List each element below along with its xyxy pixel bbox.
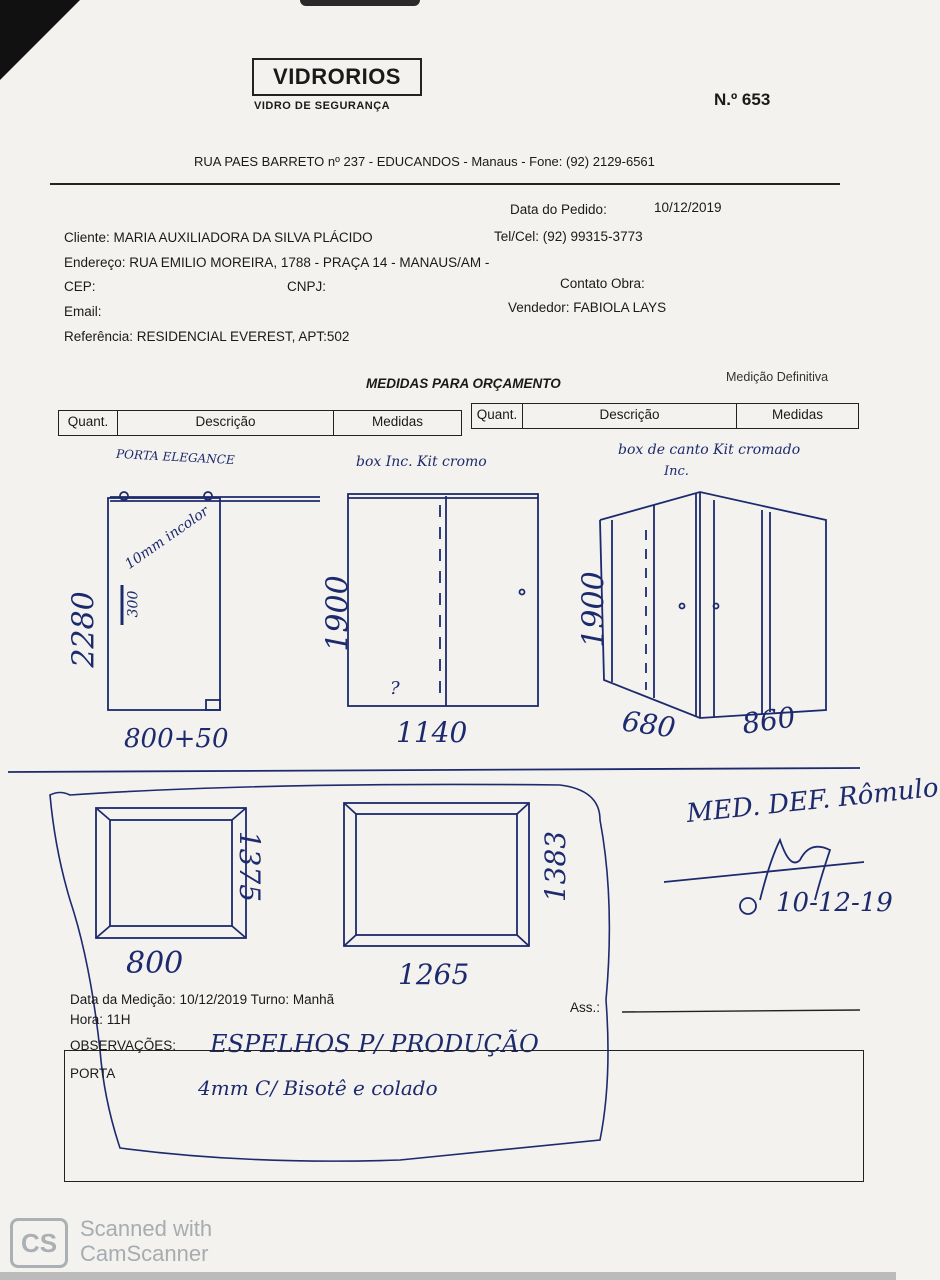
- company-address: RUA PAES BARRETO nº 237 - EDUCANDOS - Manaus - Fone: (92) 2129-6561: [194, 154, 655, 169]
- client-name: Cliente: MARIA AUXILIADORA DA SILVA PLÁCIDO: [64, 230, 373, 245]
- observations-box: [64, 1050, 864, 1182]
- sketch-mirror2-height: 1383: [539, 830, 573, 903]
- sketch-mirror1-height: 1375: [233, 830, 267, 903]
- sketch-mirror1-width: 800: [126, 946, 184, 981]
- section-title: MEDIDAS PARA ORÇAMENTO: [366, 376, 561, 391]
- sketch-corner-label: box de canto Kit cromado: [618, 442, 801, 458]
- seller-field: Vendedor: FABIOLA LAYS: [508, 300, 667, 315]
- observations-label: OBSERVAÇÕES:: [70, 1038, 177, 1053]
- col-measures: Medidas: [371, 414, 424, 429]
- measurement-note: MED. DEF. Rômulo: [685, 772, 940, 830]
- col-description: Descrição: [523, 404, 737, 428]
- signature-label: Ass.:: [570, 1000, 601, 1015]
- order-date: 10/12/2019: [654, 200, 722, 215]
- camscanner-logo: CS: [10, 1218, 68, 1268]
- sketch-corner-width-1: 680: [619, 704, 678, 745]
- reference-field: Referência: RESIDENCIAL EVEREST, APT:502: [64, 329, 350, 344]
- document-number: N.º 653: [714, 90, 771, 109]
- sketch-mirror2-width: 1265: [398, 958, 470, 991]
- brand-logo: VIDRORIOS: [252, 58, 422, 96]
- scanner-watermark-line1: Scanned with: [80, 1216, 213, 1241]
- observations-handwritten: ESPELHOS P/ PRODUÇÃO: [210, 1030, 539, 1058]
- sketch-door-label: PORTA ELEGANCE: [115, 446, 236, 468]
- client-phone: Tel/Cel: (92) 99315-3773: [494, 229, 643, 244]
- scan-bottom-edge: [0, 1272, 896, 1280]
- sketch-box-height: 1900: [320, 575, 356, 652]
- cep-field: CEP:: [64, 279, 96, 294]
- sketch-door-height: 2280: [66, 591, 102, 668]
- measurement-hour: Hora: 11H: [70, 1012, 131, 1027]
- scanner-watermark-line2: CamScanner: [80, 1241, 209, 1266]
- brand-tagline: VIDRO DE SEGURANÇA: [254, 100, 391, 112]
- sketch-box-width: 1140: [396, 716, 468, 749]
- measurement-date: 10-12-19: [776, 888, 893, 918]
- col-quant: Quant.: [59, 411, 118, 435]
- door-label: PORTA: [70, 1066, 116, 1081]
- site-contact-field: Contato Obra:: [560, 276, 645, 291]
- sketch-corner-label-2: Inc.: [664, 464, 689, 479]
- sketch-corner-height: 1900: [576, 571, 612, 648]
- sketch-corner-width-2: 860: [739, 700, 798, 741]
- cnpj-field: CNPJ:: [287, 279, 327, 294]
- sketch-door-width: 800+50: [124, 724, 229, 754]
- measurement-date-line: Data da Medição: 10/12/2019 Turno: Manhã: [70, 992, 335, 1007]
- col-quant: Quant.: [472, 404, 523, 428]
- door-handwritten-note: 4mm C/ Bisotê e colado: [198, 1076, 438, 1100]
- sketch-door-note: 10mm incolor: [122, 503, 212, 573]
- sketch-door-300: 300: [125, 590, 142, 618]
- email-field: Email:: [64, 304, 102, 319]
- order-date-label: Data do Pedido:: [510, 202, 607, 217]
- col-measures: Medidas: [771, 407, 824, 422]
- col-description: Descrição: [118, 411, 334, 435]
- client-address: Endereço: RUA EMILIO MOREIRA, 1788 - PRAÇA 14 - MANAUS/AM -: [64, 255, 490, 270]
- scanner-watermark: [80, 1216, 212, 1266]
- sketch-box-mark: ?: [390, 678, 400, 699]
- measurement-type: Medição Definitiva: [726, 370, 829, 384]
- sketch-box-label: box Inc. Kit cromo: [356, 454, 487, 470]
